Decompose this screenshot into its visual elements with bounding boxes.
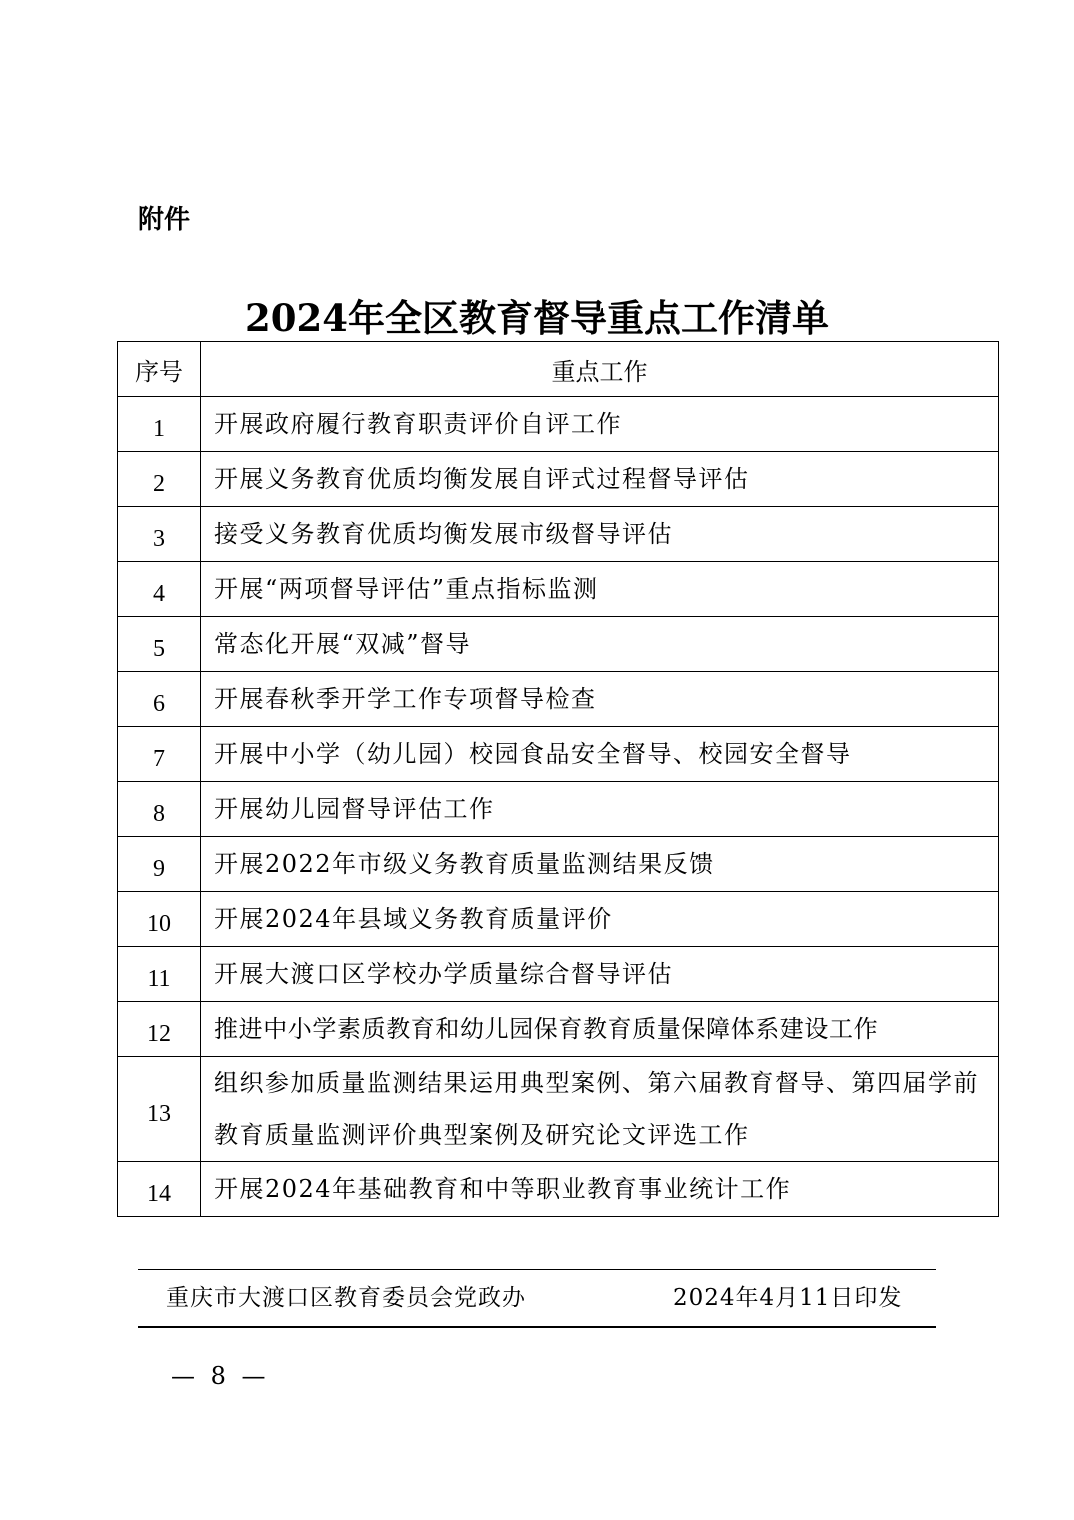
issuer-name: 重庆市大渡口区教育委员会党政办 — [166, 1285, 526, 1311]
row-number: 6 — [118, 672, 201, 727]
row-number: 7 — [118, 727, 201, 782]
row-task: 开展幼儿园督导评估工作 — [201, 782, 999, 837]
row-task: 开展春秋季开学工作专项督导检查 — [201, 672, 999, 727]
row-task: 开展2024年县域义务教育质量评价 — [201, 892, 999, 947]
row-task: 开展中小学（幼儿园）校园食品安全督导、校园安全督导 — [201, 727, 999, 782]
row-task: 开展政府履行教育职责评价自评工作 — [201, 397, 999, 452]
row-task: 开展“两项督导评估”重点指标监测 — [201, 562, 999, 617]
table-row — [118, 672, 999, 727]
work-list-table — [117, 341, 999, 1217]
row-number: 14 — [118, 1162, 201, 1217]
row-number: 3 — [118, 507, 201, 562]
row-number: 8 — [118, 782, 201, 837]
row-task: 常态化开展“双减”督导 — [201, 617, 999, 672]
header-no: 序号 — [118, 342, 201, 397]
row-number: 9 — [118, 837, 201, 892]
header-task: 重点工作 — [201, 342, 999, 397]
row-task: 组织参加质量监测结果运用典型案例、第六届教育督导、第四届学前教育质量监测评价典型案例及研究论文评选工作 — [201, 1057, 999, 1162]
row-number: 11 — [118, 947, 201, 1002]
footer-top-rule — [138, 1269, 936, 1270]
issue-date: 2024年4月11日印发 — [673, 1285, 903, 1311]
footer-bottom-rule — [138, 1326, 936, 1328]
table-row — [118, 617, 999, 672]
row-task: 接受义务教育优质均衡发展市级督导评估 — [201, 507, 999, 562]
table-row — [118, 562, 999, 617]
document-title: 2024年全区教育督导重点工作清单 — [245, 296, 829, 340]
table-row — [118, 1057, 999, 1162]
table-row — [118, 1162, 999, 1217]
table-header-row — [118, 342, 999, 397]
table-row — [118, 1002, 999, 1057]
table-row — [118, 782, 999, 837]
row-number: 5 — [118, 617, 201, 672]
attachment-label: 附件 — [138, 205, 191, 235]
table-row — [118, 452, 999, 507]
row-number: 1 — [118, 397, 201, 452]
table-row — [118, 837, 999, 892]
row-number: 12 — [118, 1002, 201, 1057]
table-row — [118, 507, 999, 562]
table-row — [118, 397, 999, 452]
row-task: 开展2024年基础教育和中等职业教育事业统计工作 — [201, 1162, 999, 1217]
row-number: 4 — [118, 562, 201, 617]
row-number: 13 — [118, 1057, 201, 1162]
row-number: 2 — [118, 452, 201, 507]
table-row — [118, 727, 999, 782]
page-number: — 8 — — [171, 1362, 270, 1390]
table-row — [118, 892, 999, 947]
row-task: 开展大渡口区学校办学质量综合督导评估 — [201, 947, 999, 1002]
row-task: 开展2022年市级义务教育质量监测结果反馈 — [201, 837, 999, 892]
row-number: 10 — [118, 892, 201, 947]
row-task: 开展义务教育优质均衡发展自评式过程督导评估 — [201, 452, 999, 507]
table-row — [118, 947, 999, 1002]
row-task: 推进中小学素质教育和幼儿园保育教育质量保障体系建设工作 — [201, 1002, 999, 1057]
